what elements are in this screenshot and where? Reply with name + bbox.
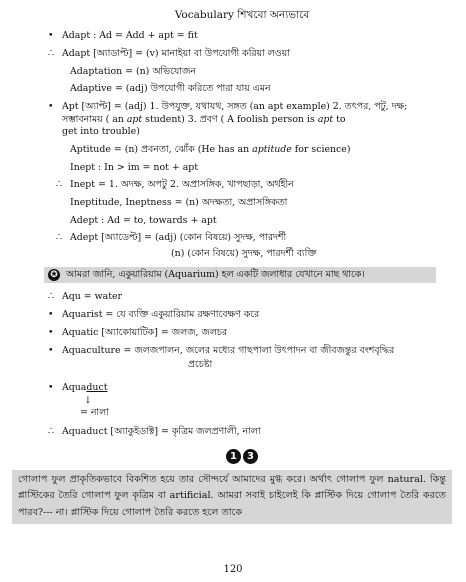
therefore-icon: ∴ bbox=[48, 425, 54, 437]
entry-adaptation: Adaptation = (n) অভিযোজন bbox=[70, 65, 196, 77]
bullet-icon: • bbox=[48, 326, 54, 338]
therefore-icon: ∴ bbox=[48, 47, 54, 59]
entry-adaptive: Adaptive = (adj) উপযোগী করিতে পারা যায় এমন bbox=[70, 83, 271, 95]
entry-adept: ∴ Adept [অ্যাডেপ্ট] = (adj) (কোন বিষয়ে) সুদক্ষ, পারদর্শী bbox=[56, 232, 287, 244]
page-number: 120 bbox=[223, 564, 243, 575]
aquarium-highlight: ✪ আমরা জানি, একুয়ারিয়াম (Aquarium) হল একটি জলাধার যেখানে মাছ থাকে। bbox=[44, 267, 436, 284]
entry-aquaculture: • Aquaculture = জলজপালন, জলের মধ্যের গাছপালা উৎপাদন বা জীবজন্তুর বংশবৃদ্ধির bbox=[48, 344, 395, 356]
entry-ineptitude: Ineptitude, Ineptness = (n) অদক্ষতা, অপ্রাসঙ্গিকতা bbox=[70, 197, 288, 209]
entry-aquaduct: ∴ Aquaduct [অ্যাকুইডাক্ট] = কৃত্রিম জলপ্রণালী, নালা bbox=[48, 425, 261, 437]
therefore-icon: ∴ bbox=[56, 232, 62, 244]
bullet-icon: • bbox=[48, 309, 54, 321]
entry-aquatic: • Aquatic [অ্যাকোয়াটিক] = জলজ, জলচর bbox=[48, 326, 228, 338]
entry-aptitude: Aptitude = (n) প্রবনতা, ঝোঁক (He has an aptitude for science) bbox=[70, 143, 351, 155]
entry-apt: • Apt [অ্যাপ্ট] = (adj) 1. উপযুক্ত, যথাযথ, সঙ্গত (an apt example) 2. তৎপর, পটু, দক্ষ; bbox=[48, 100, 408, 112]
entry-inept: ∴ Inept = 1. অদক্ষ, অপটু 2. অপ্রাসঙ্গিক, খাপছাড়া, অর্থহীন bbox=[56, 179, 294, 191]
bullet-icon: • bbox=[48, 381, 54, 393]
entry-adapt: ∴ Adapt [অ্যাডাপ্ট] = (v) মানাইয়া বা উপযোগী করিয়া লওয়া bbox=[48, 47, 290, 59]
entry-apt-continued-2: get into trouble) bbox=[62, 126, 140, 138]
entry-aqu: ∴ Aqu = water bbox=[48, 291, 123, 303]
entry-adapt-root: • Adapt : Ad = Add + apt = fit bbox=[48, 30, 198, 42]
running-header: Vocabulary শিখবো অন্যভাবে bbox=[174, 9, 310, 21]
bullet-icon: • bbox=[48, 30, 54, 42]
bullet-icon: • bbox=[48, 100, 54, 112]
entry-apt-continued: সম্ভাবনাময় ( an apt student) 3. প্রবণ ( A foolish person is apt to bbox=[62, 113, 346, 125]
bullet-icon: • bbox=[48, 344, 54, 356]
entry-adept-root: Adept : Ad = to, towards + apt bbox=[70, 214, 217, 226]
therefore-icon: ∴ bbox=[48, 291, 54, 303]
therefore-icon: ∴ bbox=[56, 179, 62, 191]
section-number bbox=[48, 449, 436, 464]
entry-inept-root: Inept : In > im = not + apt bbox=[70, 161, 199, 173]
entry-duct-meaning: = নালা bbox=[80, 407, 109, 419]
entry-adept-noun: (n) (কোন বিষয়ে) সুদক্ষ, পারদর্শী ব্যক্তি bbox=[171, 248, 317, 260]
entry-aquaduct-breakdown: • Aquaduct bbox=[48, 381, 108, 393]
section-digit-2: 3 bbox=[243, 449, 258, 464]
section-digit-1: 1 bbox=[226, 449, 241, 464]
star-icon: ✪ bbox=[48, 269, 60, 281]
entry-aquaculture-continued: প্রচেষ্টা bbox=[188, 359, 213, 371]
down-arrow-icon: ↓ bbox=[84, 394, 92, 406]
entry-aquarist: • Aquarist = যে ব্যক্তি একুয়ারিয়াম রক্ষণাবেক্ষণ করে bbox=[48, 309, 260, 321]
rose-paragraph: গোলাপ ফুল প্রাকৃতিকভাবে বিকশিত হয়ে তার সৌন্দর্যে আমাদের মুগ্ধ করে। অর্থাৎ গোলাপ ফুল natural. কিন্তু প্লাস্টিকের তৈরি গোলাপ ফুল কৃত্রিম বা artificial. আমরা সবাই চাইলেই কি প্লাস্টিক দিয়ে গোলাপ তৈরি করতে পারব?--- না। প্লাস্টিক দিয়ে গোলাপ তৈরি করতে হলে তাকে bbox=[12, 470, 452, 524]
